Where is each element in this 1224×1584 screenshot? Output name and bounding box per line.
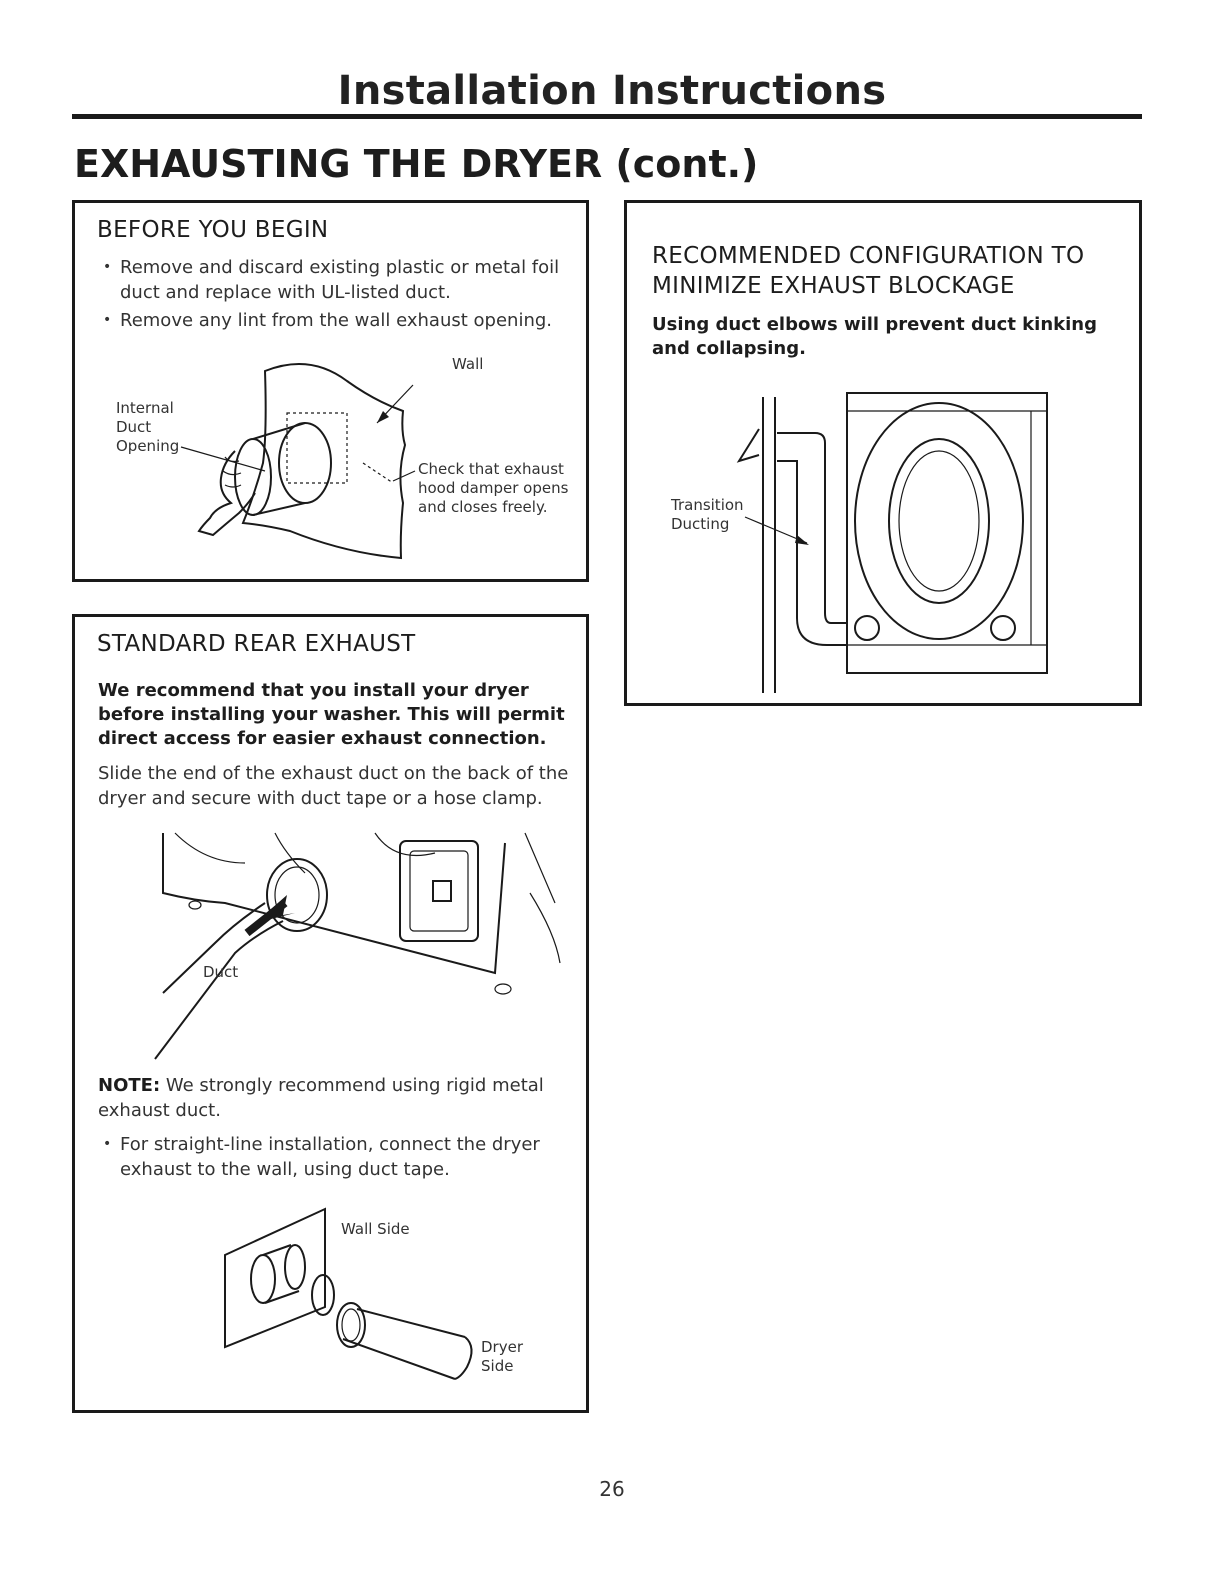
damper-check-label: Check that exhaust hood damper opens and closes freely. [418,460,569,516]
dryer-duct-crimp [342,1309,360,1341]
dryer-foot [495,984,511,994]
wall-label: Wall [452,355,484,373]
wall-duct-opening [285,1245,305,1289]
note-paragraph [98,1073,578,1123]
before-you-begin-box [72,200,589,582]
bullet-text: Remove and discard existing plastic or metal foil duct and replace with UL-listed duct. [120,257,560,303]
exhaust-hood [739,429,759,461]
rear-panel [400,841,478,941]
transition-ducting-label: Transition Ducting [671,496,744,533]
dryer-door-window [889,439,989,603]
note-label: NOTE: [98,1075,161,1096]
bullet-dot-icon: • [103,1136,112,1152]
header-rule [72,114,1142,119]
wall-duct-body [263,1245,299,1303]
recommended-configuration-illustration [667,383,1127,703]
dryer-duct-tip [455,1337,472,1379]
duct-end [235,439,271,515]
recommended-configuration-heading [652,241,1084,301]
wall-sheet [243,364,405,558]
duct-top-edge [155,921,283,1059]
exhaust-port [267,859,327,931]
note-text: We strongly recommend using rigid metal exhaust duct. [98,1075,544,1121]
recommend-install-text: We recommend that you install your dryer before installing your washer. This will permit direct access for easier exhaust connection. [98,680,565,749]
wall-opening-outline [287,413,347,483]
dryer-wheel [991,616,1015,640]
elbow-duct-inner [777,461,847,645]
page-number: 26 [599,1477,625,1501]
damper-leader [393,471,415,481]
heading-line: RECOMMENDED CONFIGURATION TO [652,243,1085,269]
duct-elbows-text: Using duct elbows will prevent duct kinking and collapsing. [652,314,1097,359]
recommended-configuration-box [624,200,1142,706]
terminal-block [433,881,451,901]
dryer-back-outline [163,833,505,973]
bullet-item [103,255,563,305]
page-header-title: Installation Instructions [337,68,887,114]
duct-label: Duct [203,963,239,981]
bullet-dot-icon: • [103,312,112,328]
dryer-wheel [855,616,879,640]
wall-duct-end [251,1255,275,1303]
dryer-door-glass [899,451,979,591]
damper-dashed-line [363,463,393,483]
bullet-text: For straight-line installation, connect the dryer exhaust to the wall, using duct tape. [120,1134,540,1180]
standard-rear-exhaust-heading: STANDARD REAR EXHAUST [97,631,416,657]
dryer-body [847,393,1047,673]
coupling-ring [312,1275,334,1315]
standard-rear-exhaust-box [72,614,589,1413]
slide-duct-text: Slide the end of the exhaust duct on the back of the dryer and secure with duct tape or a hose clamp. [98,763,569,809]
dryer-side-label: Dryer Side [481,1338,523,1375]
bullet-dot-icon: • [103,259,112,275]
bullet-item [103,308,573,333]
heading-line: MINIMIZE EXHAUST BLOCKAGE [652,273,1015,299]
dryer-duct-body [343,1309,465,1379]
bullet-text: Remove any lint from the wall exhaust opening. [120,310,553,331]
section-title: EXHAUSTING THE DRYER (cont.) [74,142,759,186]
rear-exhaust-illustration [135,823,575,1073]
dryer-foot [189,901,201,909]
wall-side-label: Wall Side [341,1220,410,1238]
before-you-begin-heading: BEFORE YOU BEGIN [97,217,329,243]
internal-duct-label: Internal Duct Opening [116,399,180,455]
dryer-back-details [175,833,560,963]
bullet-item [103,1132,573,1182]
rear-panel-inner [410,851,468,931]
